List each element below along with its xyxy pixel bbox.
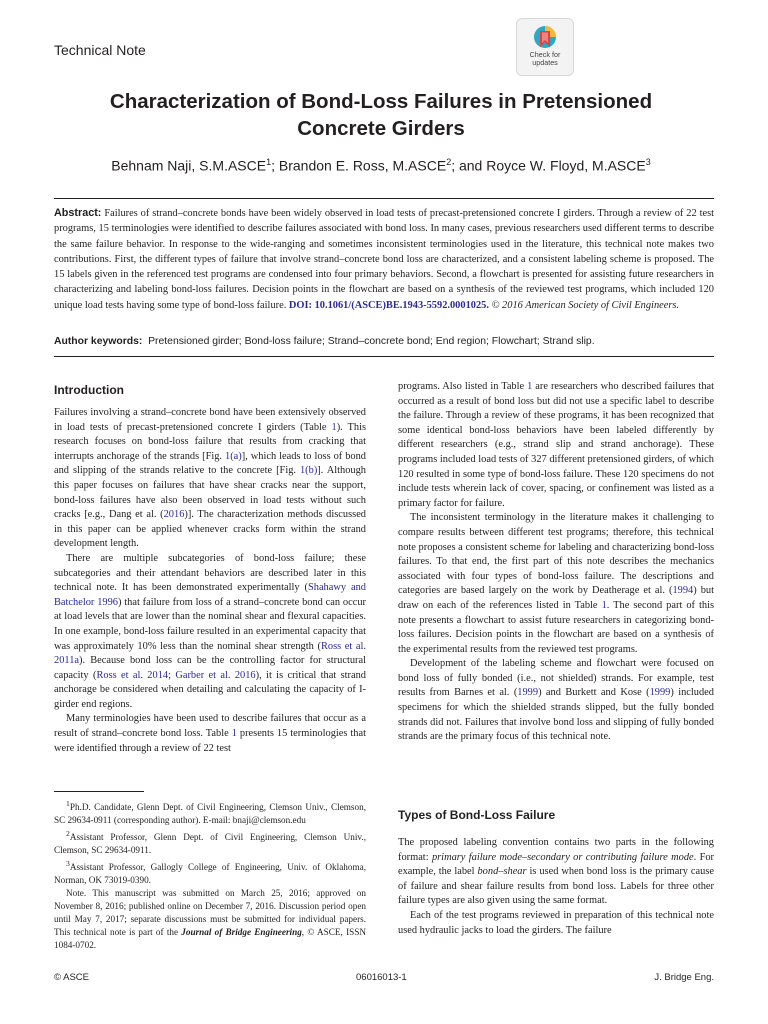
garber-2016-link[interactable]: Garber et al. 2016 — [175, 669, 256, 681]
deatherage-1994-link[interactable]: 1994 — [672, 585, 694, 597]
ross-2014-link[interactable]: Ross et al. 2014 — [96, 669, 169, 681]
footnotes — [54, 797, 366, 952]
doi-link[interactable]: DOI: 10.1061/(ASCE)BE.1943-5592.0001025. — [288, 299, 489, 311]
introduction-heading: Introduction — [54, 383, 124, 397]
intro-paragraph-3: Many terminologies have been used to describe failures that occur as a result of strand–concrete bond loss. Table 1 presents 15 terminologies that were identified through a review of 22 test — [54, 713, 366, 754]
barnes-1999-link[interactable]: 1999 — [517, 687, 539, 699]
table-1-link[interactable]: 1 — [331, 421, 337, 433]
types-heading: Types of Bond-Loss Failure — [398, 808, 556, 822]
fig-1b-link[interactable]: 1(b) — [299, 465, 318, 477]
footer-journal: J. Bridge Eng. — [654, 972, 714, 983]
footnote-1: $^1$Ph.D. Candidate, Glenn Dept. of Civil Engineering, Clemson Univ., Clemson, SC 29634-0911 (corresponding author). E-mail: bnaji@clemson.edu — [54, 799, 366, 826]
types-paragraph-1: The proposed labeling convention contains two parts in the following format: primary failure mode–secondary or contributing failure mode. For example, the label bond–shear is used when bond loss is the primary cause of failure and shear failure results from bond loss. Labels for three other failure types are also given using the same format. — [398, 837, 714, 907]
footer-copyright: © ASCE — [54, 972, 89, 983]
author-1-affil: 1 — [266, 157, 272, 167]
badge-line-1: Check for — [529, 50, 561, 59]
ross-2011a-link[interactable]: Ross et al. 2011a — [54, 640, 366, 667]
article-type-label: Technical Note — [54, 42, 146, 58]
paper-title — [54, 88, 708, 142]
abstract-label: Abstract: — [54, 207, 102, 219]
author-2: ; Brandon E. Ross, M.ASCE — [271, 157, 447, 174]
title-line-1: Characterization of Bond-Loss Failures in Pretensioned — [109, 90, 653, 113]
title-line-2: Concrete Girders — [297, 117, 465, 140]
badge-line-2: updates — [532, 58, 558, 67]
table-1-link[interactable]: 1 — [527, 381, 533, 392]
abstract-top-rule — [54, 198, 714, 199]
right-paragraph-2: The inconsistent terminology in the literature makes it challenging to compare results between different test programs; therefore, this technical note proposes a consistent scheme for labeling and characterizing bond-loss failures. To that end, the first part of this note describes the mechanics associated with four types of bond-loss failure. The descriptions and categories are based largely on the work by Deatherage et al. (1994) but draw on each of the references listed in Table 1. The second part of this note presents a flowchart to assist future researchers in categorizing bond-loss failures. Decision points in the flowchart are based on a synthesis of the experimental results from the reviewed test programs. — [398, 512, 715, 655]
keywords-text: Pretensioned girder; Bond-loss failure; Strand–concrete bond; End region; Flowchart; Strand slip. — [148, 336, 595, 347]
keywords-bottom-rule — [54, 356, 714, 357]
fig-1a-link[interactable]: 1(a) — [225, 450, 242, 462]
abstract-text: Failures of strand–concrete bonds have been widely observed in load tests of precast-pretensioned concrete I girders. Through a review of 22 test programs, 15 terminologies were identified to describe failures associated with bond loss. In many cases, previous researchers used different terms to describe the same failure behavior. In response to the wide-ranging and sometimes inconsistent terminologies used in the literature, this technical note makes two contributions. First, the different types of failure that involve strand–concrete bond loss are characterized, and a consistent labeling scheme is proposed. The 15 labels given in the referenced test programs are condensed into four primary behaviors. Second, a flowchart is presented for assisting future researchers in characterizing and labeling bond-loss failures. Decision points in the flowchart are based on a synthesis of the reviewed test programs, which included 120 unique load tests having some type of bond-loss failure. — [54, 208, 714, 311]
table-1-link[interactable]: 1 — [231, 728, 237, 740]
dang-2016-link[interactable]: 2016 — [163, 509, 185, 521]
abstract-copyright: © 2016 American Society of Civil Engineers. — [491, 299, 680, 311]
types-paragraph-2: Each of the test programs reviewed in preparation of this technical note used hydraulic jacks to load the girders. The failure — [398, 909, 714, 936]
footnote-3: $^3$Assistant Professor, Gallogly College of Engineering, Univ. of Oklahoma, Norman, OK 73019-0390. — [54, 859, 366, 886]
right-paragraph-3: Development of the labeling scheme and flowchart were focused on bond loss of fully bonded (i.e., not shielded) strands. For example, test results from Barnes et al. (1999) and Burkett and Kose (1999) included specimens for which the shielded strands slipped, but the fully bonded strands did not. Failures that involve bond loss and slipping of fully bonded strands are the primary focus of this technical note. — [398, 658, 714, 743]
abstract-block — [54, 206, 714, 313]
right-column — [398, 380, 714, 745]
footnote-rule — [54, 791, 144, 792]
intro-paragraph-2: There are multiple subcategories of bond-loss failure; these subcategories and their attendant behaviors are described later in this technical note. It has been demonstrated experimentally (Shahawy and Batchelor 1996) that failure from loss of a strand–concrete bond can occur at load levels that are lower than the nominal shear and flexural capacities. In one example, bond-loss failure resulted in an experimental capacity that was approximately 10% less than the nominal shear strength (Ross et al. 2011a). Because bond loss can be the controlling factor for structural capacity (Ross et al. 2014; Garber et al. 2016), it is critical that strand anchorage be considered when detailing and calculating the capacity of I-girder end regions. — [54, 552, 366, 710]
keywords-label: Author keywords: — [54, 336, 143, 347]
types-section-body — [398, 836, 714, 938]
shahawy-1996-link[interactable]: Shahawy and Batchelor 1996 — [54, 582, 366, 608]
author-2-affil: 2 — [446, 157, 452, 167]
footer-page-id: 06016013-1 — [356, 972, 407, 983]
author-list — [54, 157, 708, 174]
footnote-2: $^2$Assistant Professor, Glenn Dept. of Civil Engineering, Clemson Univ., Clemson, SC 29634-0911. — [54, 829, 366, 856]
author-3-affil: 3 — [645, 157, 651, 167]
left-column — [54, 406, 366, 756]
right-paragraph-1: programs. Also listed in Table 1 are researchers who described failures that occurred as a result of bond loss but did not use a specific label to describe the failure. Through a review of these programs, it has been recognized that some identical bond-loss behaviors have been labeled differently by different researchers (e.g., strand slip and strand anchorage). These programs included load tests of 327 different pretensioned girders, of which 120 resulted in some type of bond-loss failure. These 120 specimens do not include tests wherein lack of cover, spacing, or confinement was listed as a primary factor for failure. — [398, 381, 715, 509]
author-keywords — [54, 336, 714, 347]
intro-paragraph-1: Failures involving a strand–concrete bond have been extensively observed in load tests of precast-pretensioned concrete I girders (Table 1). This research focuses on bond-loss failure that results from cracking that interrupts anchorage of the strands [Fig. 1(a)], which leads to loss of bond and slipping of the strands relative to the concrete [Fig. 1(b)]. Although this paper focuses on failures that have shear cracks near the support, bond-loss failures have also been observed in load tests without such cracks [e.g., Dang et al. (2016)]. The characterization methods discussed in this paper can be applied whenever cracks form within the strand development length. — [54, 407, 367, 550]
table-1-link[interactable]: 1 — [601, 599, 607, 611]
journal-name: Journal of Bridge Engineering — [181, 927, 302, 938]
bookmark-icon — [533, 25, 557, 51]
burkett-1999-link[interactable]: 1999 — [649, 687, 671, 699]
manuscript-note: Note. This manuscript was submitted on March 25, 2016; approved on November 8, 2016; published online on December 7, 2016. Discussion period open until May 7, 2017; separate discussions must be submitted for individual papers. This technical note is part of the Journal of Bridge Engineering, © ASCE, ISSN 1084-0702. — [54, 888, 366, 951]
author-1: Behnam Naji, S.M.ASCE — [111, 157, 267, 174]
author-3: ; and Royce W. Floyd, M.ASCE — [451, 157, 646, 174]
check-for-updates-badge[interactable] — [516, 18, 574, 76]
